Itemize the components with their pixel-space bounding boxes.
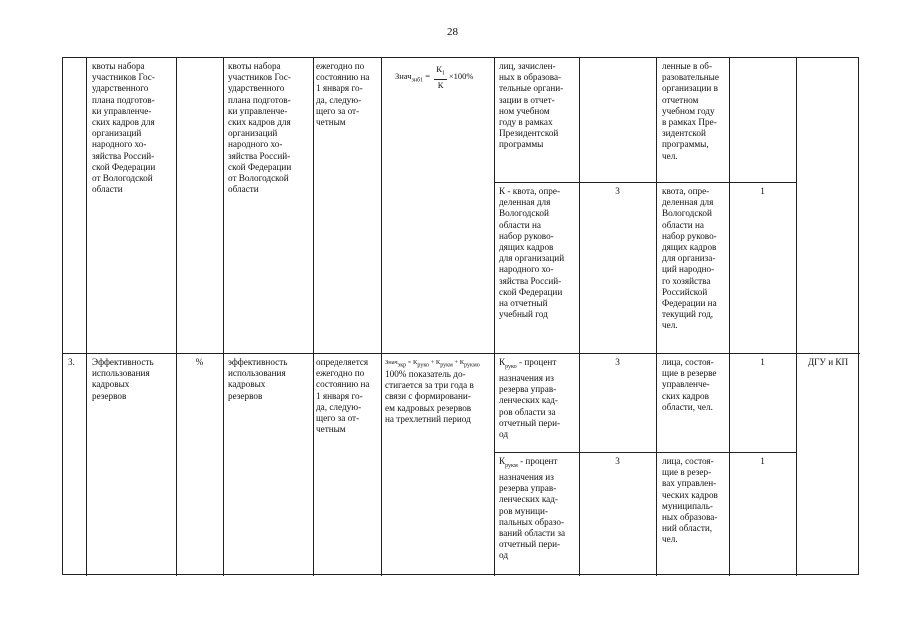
row1-indicator: квоты набора участников Гос- ударственного плана подготов- ки управленче- ских кадров для организаций народного хо- зяйства Россий- ской Федерации от Вологодской области: [92, 61, 156, 195]
row2-var1-code: 3: [615, 357, 620, 367]
col-divider: [381, 58, 382, 576]
formula-rhs-d: + К: [452, 359, 465, 366]
formula-rhs-e: рукмо: [464, 362, 480, 369]
row2-unit: %: [195, 357, 204, 367]
formula-rhs-b: + К: [428, 359, 441, 366]
formula-lhs-sub: экр: [397, 362, 407, 369]
formula-fraction: [434, 64, 447, 90]
row2-definition: эффективность использования кадровых резервов: [228, 357, 288, 401]
row2-formula-line: [385, 359, 480, 369]
formula-suffix: ×100%: [448, 70, 474, 81]
row2-number: 3.: [68, 357, 75, 367]
row-divider: [494, 182, 796, 183]
var-desc: - процент назначения из резерва управ- ленческих кад- ров муници- пальных образо- ваний области за отчетный пери- од: [499, 456, 566, 561]
row1-var2-desc: К - квота, опре- деленная для Вологодской области на набор руково- дящих кадров для организаций народного хо- зяйства Россий- ской Федерации на отчетный учебный год: [499, 186, 565, 320]
col-divider: [579, 58, 580, 576]
row2-responsible: ДГУ и КП: [807, 357, 849, 367]
var-symbol: К: [499, 456, 506, 466]
row2-indicator: Эффективность использования кадровых резервов: [92, 357, 154, 401]
row2-var2-code: 3: [615, 456, 620, 466]
row1-var1-desc: лиц, зачислен- ных в образова- тельные органи- зации в отчет- ном учебном году в рамках Президентской программы: [499, 61, 564, 150]
row1-formula: Знач$_{знб1}$ = $\frac{К_1}{К}$ ×100%: [395, 64, 474, 90]
row2-var2-unit: лица, состоя- щие в резер- вах управлен- ческих кадров муниципаль- ных образова- ний области, чел.: [662, 456, 718, 545]
var-desc: - процент назначения из резерва управ- ленческих кад- ров области за отчетный пери- од: [499, 357, 561, 440]
row1-var1-unit: ленные в об- разовательные организации в отчетном учебном году в рамках Пре- зидентской программы, чел.: [662, 61, 719, 161]
formula-lhs-sub: знб1: [411, 77, 424, 84]
row2-var1-method: 1: [760, 357, 765, 367]
col-divider: [656, 58, 657, 576]
row1-frequency: ежегодно по состоянию на 1 января го- да, следую- щего за от- четным: [316, 61, 370, 128]
var-symbol-sub: рукм: [505, 462, 518, 469]
indicator-table: [62, 57, 859, 575]
row2-var2-method: 1: [760, 456, 765, 466]
formula-lhs: Знач: [395, 70, 412, 81]
row-divider: [494, 452, 796, 453]
col-divider: [494, 58, 495, 576]
formula-numerator-sub: 1: [441, 70, 445, 77]
formula-lhs: Знач: [385, 359, 398, 366]
col-divider: [176, 58, 177, 576]
row2-var2-desc: [499, 456, 579, 562]
row1-var2-unit: квота, опре- деленная для Вологодской области на набор руково- дящих кадров для организа- ций народно- го хозяйства Российской Федерации на текущий год, чел.: [662, 186, 717, 331]
row2-var1-desc: [499, 357, 579, 440]
row1-var2-method: 1: [760, 186, 765, 196]
row-divider: [63, 353, 860, 354]
col-divider: [729, 58, 730, 576]
formula-rhs-a: руко: [417, 362, 429, 369]
row1-var2-code: 3: [615, 186, 620, 196]
row1-definition: квоты набора участников Гос- ударственного плана подготов- ки управленче- ских кадров для организаций народного хо- зяйства Россий- ской Федерации от Вологодской области: [228, 61, 292, 195]
page-number: 28: [447, 26, 458, 38]
col-divider: [86, 58, 87, 576]
formula-rhs-c: рукм: [440, 362, 453, 369]
formula-rhs: = К: [406, 359, 418, 366]
col-divider: [796, 58, 797, 576]
row2-var1-unit: лица, состоя- щие в резерве управленче- ских кадров области, чел.: [662, 357, 717, 412]
col-divider: [223, 58, 224, 576]
var-symbol: К: [499, 357, 506, 367]
row2-formula-text: 100% показатель до- стигается за три года в связи с формировани- ем кадровых резервов на трехлетний период: [385, 369, 474, 424]
formula-denominator: К: [437, 79, 444, 90]
var-symbol-sub: руко: [505, 363, 517, 370]
col-divider: [313, 58, 314, 576]
row2-frequency: определяется ежегодно по состоянию на 1 января го- да, следую- щего за от- четным: [316, 357, 370, 435]
formula-numerator: К: [436, 64, 442, 74]
